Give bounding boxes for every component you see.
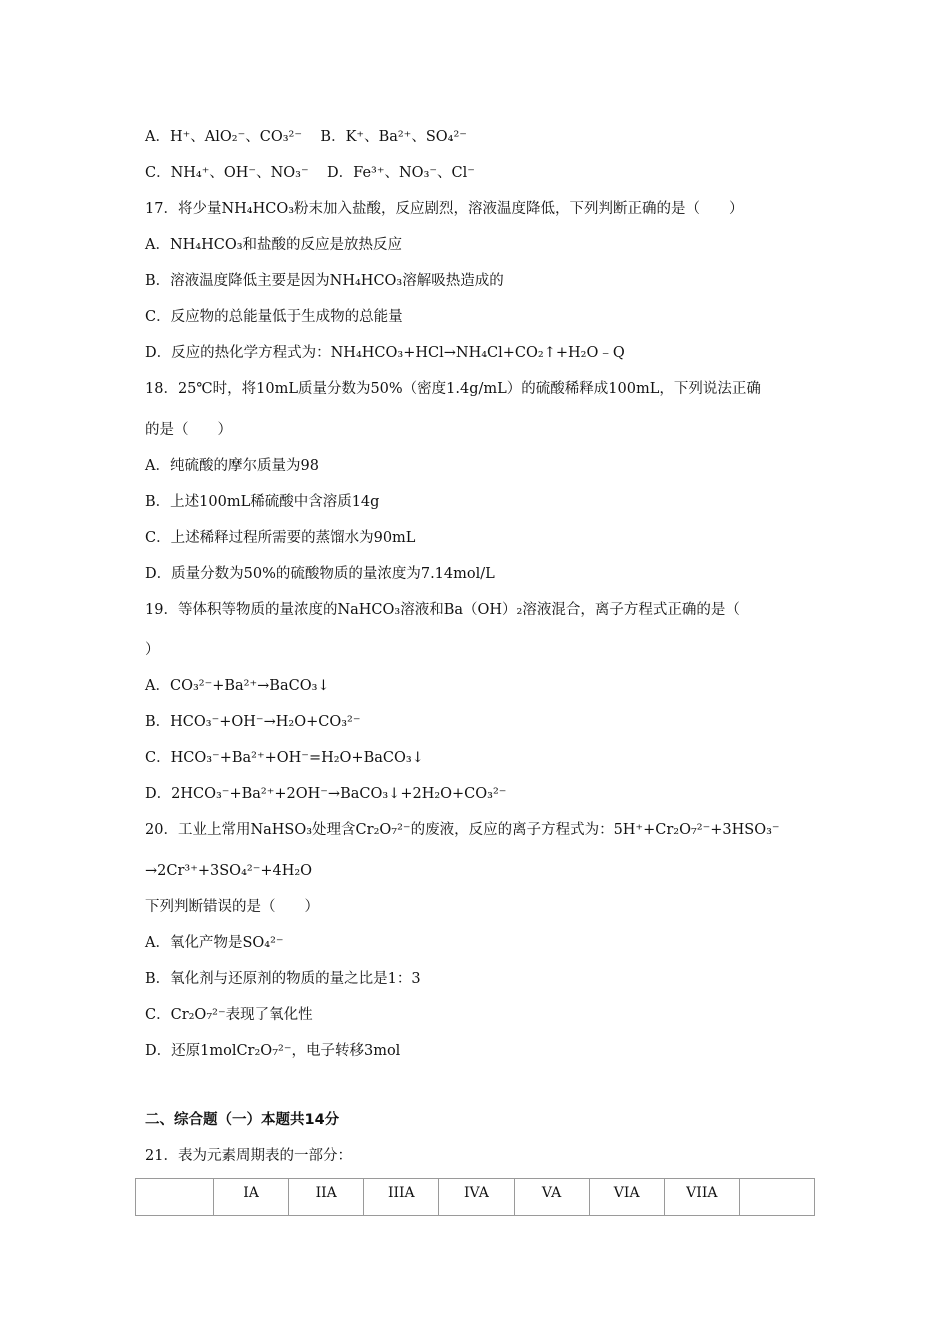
q18-option-a: A．纯硫酸的摩尔质量为98 (145, 458, 319, 474)
q19-stem-line1: 19．等体积等物质的量浓度的NaHCO₃溶液和Ba（OH）₂溶液混合，离子方程式正确的是（ (145, 602, 740, 618)
q20-option-d: D．还原1molCr₂O₇²⁻，电子转移3mol (145, 1043, 401, 1059)
q17-option-a: A．NH₄HCO₃和盐酸的反应是放热反应 (145, 237, 403, 253)
q18-stem-line2: 的是（ ） (145, 422, 232, 438)
q19-option-c: C．HCO₃⁻+Ba²⁺+OH⁻=H₂O+BaCO₃↓ (145, 750, 424, 766)
q19-option-d: D．2HCO₃⁻+Ba²⁺+2OH⁻→BaCO₃↓+2H₂O+CO₃²⁻ (145, 786, 507, 802)
periodic-table-header-row (136, 1179, 815, 1216)
q17-option-b: B．溶液温度降低主要是因为NH₄HCO₃溶解吸热造成的 (145, 273, 504, 289)
q18-option-c: C．上述稀释过程所需要的蒸馏水为90mL (145, 530, 416, 546)
q20-option-b: B．氧化剂与还原剂的物质的量之比是1：3 (145, 971, 421, 987)
table-cell-blank (136, 1179, 214, 1216)
table-header-viia: VIIA (664, 1179, 739, 1216)
q20-stem-line1: 20．工业上常用NaHSO₃处理含Cr₂O₇²⁻的废液，反应的离子方程式为：5H⁺+Cr₂O₇²⁻+3HSO₃⁻ (145, 822, 780, 838)
q17-option-d: D．反应的热化学方程式为：NH₄HCO₃+HCl→NH₄Cl+CO₂↑+H₂O﹣Q (145, 345, 625, 361)
table-header-iva: IVA (439, 1179, 514, 1216)
table-header-ia: IA (214, 1179, 289, 1216)
table-header-va: VA (514, 1179, 589, 1216)
q20-stem-line3: 下列判断错误的是（ ） (145, 899, 319, 915)
table-header-iiia: IIIA (364, 1179, 439, 1216)
table-cell-blank-end (739, 1179, 814, 1216)
q20-option-c: C．Cr₂O₇²⁻表现了氧化性 (145, 1007, 313, 1023)
q18-stem-line1: 18．25℃时，将10mL质量分数为50%（密度1.4g/mL）的硫酸稀释成100mL，下列说法正确 (145, 381, 761, 397)
q21-stem: 21．表为元素周期表的一部分： (145, 1148, 352, 1164)
q18-option-d: D．质量分数为50%的硫酸物质的量浓度为7.14mol/L (145, 566, 495, 582)
q19-stem-line2: ） (145, 642, 160, 658)
q19-option-b: B．HCO₃⁻+OH⁻→H₂O+CO₃²⁻ (145, 714, 361, 730)
q17-option-c: C．反应物的总能量低于生成物的总能量 (145, 309, 403, 325)
q16-options-line1: A．H⁺、AlO₂⁻、CO₃²⁻ B．K⁺、Ba²⁺、SO₄²⁻ (145, 129, 467, 145)
q18-option-b: B．上述100mL稀硫酸中含溶质14g (145, 494, 380, 510)
table-header-via: VIA (589, 1179, 664, 1216)
q16-options-line2: C．NH₄⁺、OH⁻、NO₃⁻ D．Fe³⁺、NO₃⁻、Cl⁻ (145, 165, 475, 181)
section-heading: 二、综合题（一）本题共14分 (145, 1112, 340, 1128)
q20-stem-line2: →2Cr³⁺+3SO₄²⁻+4H₂O (145, 863, 313, 879)
q19-option-a: A．CO₃²⁻+Ba²⁺→BaCO₃↓ (145, 678, 330, 694)
periodic-table-fragment (135, 1178, 815, 1216)
table-header-iia: IIA (289, 1179, 364, 1216)
q17-stem: 17．将少量NH₄HCO₃粉末加入盐酸，反应剧烈，溶液温度降低，下列判断正确的是（ ） (145, 201, 744, 217)
q20-option-a: A．氧化产物是SO₄²⁻ (145, 935, 284, 951)
